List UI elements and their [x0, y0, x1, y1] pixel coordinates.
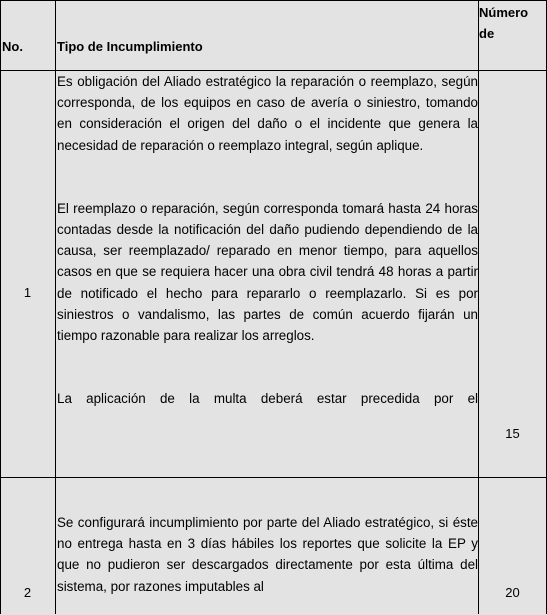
header-count-line1: Número — [479, 5, 529, 20]
row-1-no: 1 — [23, 285, 32, 300]
header-count-line2: de — [479, 26, 495, 41]
header-no: No. — [2, 39, 23, 54]
row-2-count: 20 — [505, 585, 520, 600]
row-1-paragraph-1: Es obligación del Aliado estratégico la reparación o reemplazo, según corresponda, de los equipos en caso de avería o siniestro, tomando en consideración el origen del daño o el incidente que genera la necesidad de reparación o reemplazo integral, según aplique. — [57, 74, 478, 153]
table-border-left — [0, 1, 1, 614]
row-1-description — [57, 71, 478, 477]
row-1-paragraph-2: El reemplazo o reparación, según corresponda tomará hasta 24 horas contadas desde la notificación del daño pudiendo dependiendo de la causa, ser reemplazado/ reparado en menor tiempo, para aquellos casos en que se requiera hacer una obra civil tendrá 48 horas a partir de notificado el hecho para repararlo o reemplazarlo. Si es por siniestros o vandalismo, las partes de común acuerdo fijarán un tiempo razonable para realizar los arreglos. — [57, 200, 478, 344]
row-1-count: 15 — [505, 426, 520, 441]
row-2-no: 2 — [23, 585, 32, 600]
row-2-description — [57, 512, 478, 615]
column-divider-1 — [55, 1, 56, 614]
row-divider — [0, 477, 547, 478]
row-2-paragraph-1: Se configurará incumplimiento por parte del Aliado estratégico, si éste no entrega hasta en 3 días hábiles los reportes que solicite la EP y que no pudieron ser descargados directamente por esta última del sistema, por razones imputables al — [57, 515, 478, 594]
row-1-paragraph-3: La aplicación de la multa deberá estar precedida por el — [57, 391, 478, 407]
header-type: Tipo de Incumplimiento — [57, 39, 203, 54]
header-count — [479, 2, 546, 44]
column-divider-2 — [478, 1, 479, 614]
